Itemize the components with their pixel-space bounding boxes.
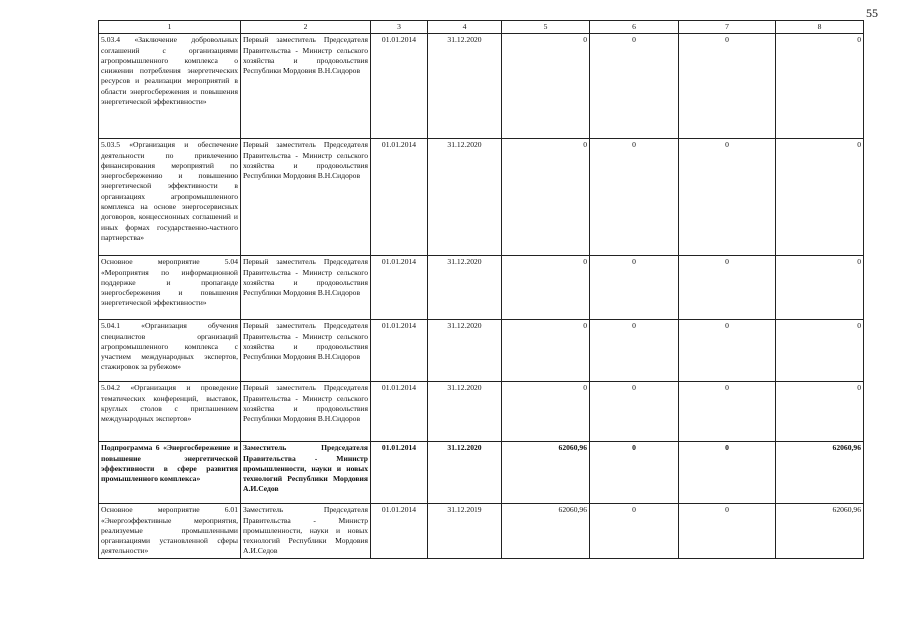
- activity-cell: 5.04.2 «Организация и проведение тематических конференций, выставок, круглых столов с приглашением международных экспертов»: [99, 382, 241, 442]
- executor-cell: Первый заместитель Председателя Правительства - Министр сельского хозяйства и продовольствия Республики Мордовия В.Н.Сидоров: [241, 34, 371, 139]
- value-cell-6: 0: [590, 256, 679, 320]
- value-cell-5: 0: [502, 256, 590, 320]
- activity-cell: Подпрограмма 6 «Энергосбережение и повышение энергетической эффективности в сфере развития промышленного комплекса»: [99, 442, 241, 504]
- start-date-cell: 01.01.2014: [371, 34, 428, 139]
- value-cell-8: 0: [776, 320, 864, 382]
- table-row: [99, 504, 864, 558]
- value-cell-7: 0: [679, 34, 776, 139]
- value-cell-7: 0: [679, 256, 776, 320]
- table-row: [99, 34, 864, 139]
- column-header: 2: [241, 21, 371, 34]
- table-row: [99, 139, 864, 256]
- value-cell-8: 0: [776, 139, 864, 256]
- executor-cell: Первый заместитель Председателя Правительства - Министр сельского хозяйства и продовольствия Республики Мордовия В.Н.Сидоров: [241, 139, 371, 256]
- program-table: [98, 20, 864, 559]
- value-cell-5: 0: [502, 139, 590, 256]
- value-cell-6: 0: [590, 34, 679, 139]
- end-date-cell: 31.12.2020: [428, 442, 502, 504]
- end-date-cell: 31.12.2020: [428, 320, 502, 382]
- column-header: 7: [679, 21, 776, 34]
- value-cell-6: 0: [590, 504, 679, 558]
- activity-cell: Основное мероприятие 5.04 «Мероприятия по информационной поддержке и пропаганде энергосбережения и повышения энергетической эффективности»: [99, 256, 241, 320]
- activity-cell: Основное мероприятие 6.01 «Энергоэффективные мероприятия, реализуемые промышленными организациями установленной сферы деятельности»: [99, 504, 241, 558]
- value-cell-5: 0: [502, 34, 590, 139]
- start-date-cell: 01.01.2014: [371, 504, 428, 558]
- column-header: 5: [502, 21, 590, 34]
- column-header: 4: [428, 21, 502, 34]
- value-cell-6: 0: [590, 382, 679, 442]
- activity-cell: 5.03.4 «Заключение добровольных соглашений с организациями агропромышленного комплекса о снижении потребления энергетических ресурсов и реализации мероприятий в области энергосбережения и повышения энергетической эффективности»: [99, 34, 241, 139]
- start-date-cell: 01.01.2014: [371, 320, 428, 382]
- table-row: [99, 256, 864, 320]
- end-date-cell: 31.12.2020: [428, 256, 502, 320]
- value-cell-5: 0: [502, 382, 590, 442]
- value-cell-7: 0: [679, 382, 776, 442]
- value-cell-5: 62060,96: [502, 442, 590, 504]
- value-cell-5: 62060,96: [502, 504, 590, 558]
- header-row: [99, 21, 864, 34]
- activity-cell: 5.03.5 «Организация и обеспечение деятельности по привлечению финансирования мероприятий по энергосбережению и повышению энергетической эффективности в организациях агропромышленного комплекса на основе энергосервисных договоров, концессионных соглашений и иных формах государственно-частного партнерства»: [99, 139, 241, 256]
- table-row: [99, 382, 864, 442]
- value-cell-7: 0: [679, 504, 776, 558]
- value-cell-8: 0: [776, 256, 864, 320]
- executor-cell: Заместитель Председателя Правительства - Министр промышленности, науки и новых технологий Республики Мордовия А.И.Седов: [241, 442, 371, 504]
- value-cell-7: 0: [679, 320, 776, 382]
- value-cell-8: 62060,96: [776, 504, 864, 558]
- column-header: 3: [371, 21, 428, 34]
- activity-cell: 5.04.1 «Организация обучения специалистов организаций агропромышленного комплекса с участием международных экспертов, стажировок за рубежом»: [99, 320, 241, 382]
- start-date-cell: 01.01.2014: [371, 442, 428, 504]
- executor-cell: Заместитель Председателя Правительства - Министр промышленности, науки и новых технологий Республики Мордовия А.И.Седов: [241, 504, 371, 558]
- value-cell-7: 0: [679, 139, 776, 256]
- value-cell-8: 0: [776, 34, 864, 139]
- table-row: [99, 442, 864, 504]
- column-header: 6: [590, 21, 679, 34]
- value-cell-6: 0: [590, 442, 679, 504]
- end-date-cell: 31.12.2020: [428, 139, 502, 256]
- end-date-cell: 31.12.2019: [428, 504, 502, 558]
- start-date-cell: 01.01.2014: [371, 256, 428, 320]
- executor-cell: Первый заместитель Председателя Правительства - Министр сельского хозяйства и продовольствия Республики Мордовия В.Н.Сидоров: [241, 382, 371, 442]
- value-cell-8: 62060,96: [776, 442, 864, 504]
- value-cell-8: 0: [776, 382, 864, 442]
- value-cell-6: 0: [590, 320, 679, 382]
- value-cell-6: 0: [590, 139, 679, 256]
- end-date-cell: 31.12.2020: [428, 382, 502, 442]
- value-cell-5: 0: [502, 320, 590, 382]
- executor-cell: Первый заместитель Председателя Правительства - Министр сельского хозяйства и продовольствия Республики Мордовия В.Н.Сидоров: [241, 256, 371, 320]
- column-header: 8: [776, 21, 864, 34]
- start-date-cell: 01.01.2014: [371, 382, 428, 442]
- end-date-cell: 31.12.2020: [428, 34, 502, 139]
- executor-cell: Первый заместитель Председателя Правительства - Министр сельского хозяйства и продовольствия Республики Мордовия В.Н.Сидоров: [241, 320, 371, 382]
- column-header: 1: [99, 21, 241, 34]
- page-number: 55: [866, 6, 878, 20]
- value-cell-7: 0: [679, 442, 776, 504]
- table-row: [99, 320, 864, 382]
- start-date-cell: 01.01.2014: [371, 139, 428, 256]
